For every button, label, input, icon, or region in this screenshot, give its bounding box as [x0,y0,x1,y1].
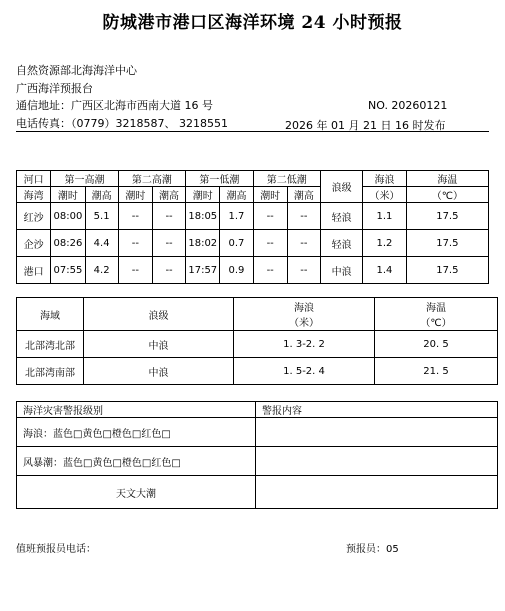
tide-table [16,170,489,284]
issue-time: 2026 年 01 月 21 日 16 时发布 [285,119,446,132]
low1-height: 1.7 [220,203,253,230]
phone-fax: 电话传真：（0779）3218587、 3218551 [16,117,228,130]
wave-level: 中浪 [84,331,234,358]
header-divider [16,131,489,132]
warning-table [16,401,498,509]
low2-time: -- [253,203,287,230]
port-name: 港口 [17,257,51,284]
low-tide-1-header: 第一低潮 [186,171,253,187]
high2-height: -- [152,257,185,284]
sea-area-header-row [17,298,498,331]
table-row [17,358,498,385]
wave-height: 1.4 [363,257,406,284]
high2-time: -- [118,203,152,230]
high2-time: -- [118,257,152,284]
sub-time: 潮时 [51,187,85,203]
wave-warning-level: 海浪：蓝色□黄色□橙色□红色□ [17,418,256,447]
high1-time: 07:55 [51,257,85,284]
sub-time: 潮时 [118,187,152,203]
low1-time: 17:57 [186,257,220,284]
table-row [17,257,489,284]
wave-warning-content [256,418,498,447]
high2-time: -- [118,230,152,257]
sea-temp: 17.5 [406,203,488,230]
high1-height: 5.1 [85,203,118,230]
table-row [17,418,498,447]
wave-header-bottom: （米） [289,318,319,329]
high-tide-1-header: 第一高潮 [51,171,118,187]
address: 通信地址：广西区北海市西南大道 16 号 [16,99,213,112]
station-name: 广西海洋预报台 [16,82,93,95]
wave-height: 1.1 [363,203,406,230]
wave-header-bottom: （米） [363,187,406,203]
sea-temp: 20. 5 [375,331,498,358]
wave-level-header: 浪级 [320,171,362,203]
low2-time: -- [253,230,287,257]
high-tide-2-header: 第二高潮 [118,171,185,187]
astronomical-tide-label: 天文大潮 [17,476,256,509]
surge-warning-content [256,447,498,476]
high1-time: 08:00 [51,203,85,230]
wave-level: 轻浪 [320,230,362,257]
table-row [17,331,498,358]
table-row [17,447,498,476]
low2-height: -- [287,230,320,257]
temp-header-bottom: （℃） [406,187,488,203]
page-title: 防城港市港口区海洋环境 24 小时预报 [102,13,403,33]
astronomical-tide-content [256,476,498,509]
sub-height: 潮高 [85,187,118,203]
port-header-bottom: 海湾 [17,187,51,203]
level-header: 浪级 [84,298,234,331]
forecaster-label: 预报员：05 [346,544,399,555]
tide-subheader-row [17,187,489,203]
wave-range: 1. 3-2. 2 [234,331,375,358]
sub-time: 潮时 [253,187,287,203]
sea-temp: 17.5 [406,257,488,284]
temp-header-top: 海温 [426,303,446,314]
surge-warning-level: 风暴潮：蓝色□黄色□橙色□红色□ [17,447,256,476]
warning-level-header: 海洋灾害警报级别 [17,402,256,418]
port-name: 红沙 [17,203,51,230]
port-header-top: 河口 [17,171,51,187]
low-tide-2-header: 第二低潮 [253,171,320,187]
low1-time: 18:02 [186,230,220,257]
low1-height: 0.9 [220,257,253,284]
low2-height: -- [287,257,320,284]
tide-header-row [17,171,489,187]
sub-height: 潮高 [152,187,185,203]
org-name: 自然资源部北海海洋中心 [16,64,137,77]
temp-header-bottom: （℃） [420,318,452,329]
sea-temp: 17.5 [406,230,488,257]
low1-time: 18:05 [186,203,220,230]
duty-phone-label: 值班预报员电话： [16,544,96,555]
temp-header [375,298,498,331]
area-name: 北部湾北部 [17,331,84,358]
port-name: 企沙 [17,230,51,257]
table-row [17,476,498,509]
high1-time: 08:26 [51,230,85,257]
wave-level: 轻浪 [320,203,362,230]
sub-time: 潮时 [186,187,220,203]
sea-area-table [16,297,498,385]
sea-temp: 21. 5 [375,358,498,385]
sub-height: 潮高 [287,187,320,203]
warning-content-header: 警报内容 [256,402,498,418]
wave-height: 1.2 [363,230,406,257]
low1-height: 0.7 [220,230,253,257]
area-name: 北部湾南部 [17,358,84,385]
high2-height: -- [152,230,185,257]
high1-height: 4.4 [85,230,118,257]
warning-header-row [17,402,498,418]
wave-level: 中浪 [84,358,234,385]
low2-height: -- [287,203,320,230]
report-number: NO. 20260121 [368,99,448,112]
sub-height: 潮高 [220,187,253,203]
area-header: 海域 [17,298,84,331]
table-row [17,203,489,230]
wave-level: 中浪 [320,257,362,284]
wave-header-top: 海浪 [363,171,406,187]
wave-header [234,298,375,331]
table-row [17,230,489,257]
temp-header-top: 海温 [406,171,488,187]
low2-time: -- [253,257,287,284]
high1-height: 4.2 [85,257,118,284]
wave-header-top: 海浪 [294,303,314,314]
wave-range: 1. 5-2. 4 [234,358,375,385]
high2-height: -- [152,203,185,230]
